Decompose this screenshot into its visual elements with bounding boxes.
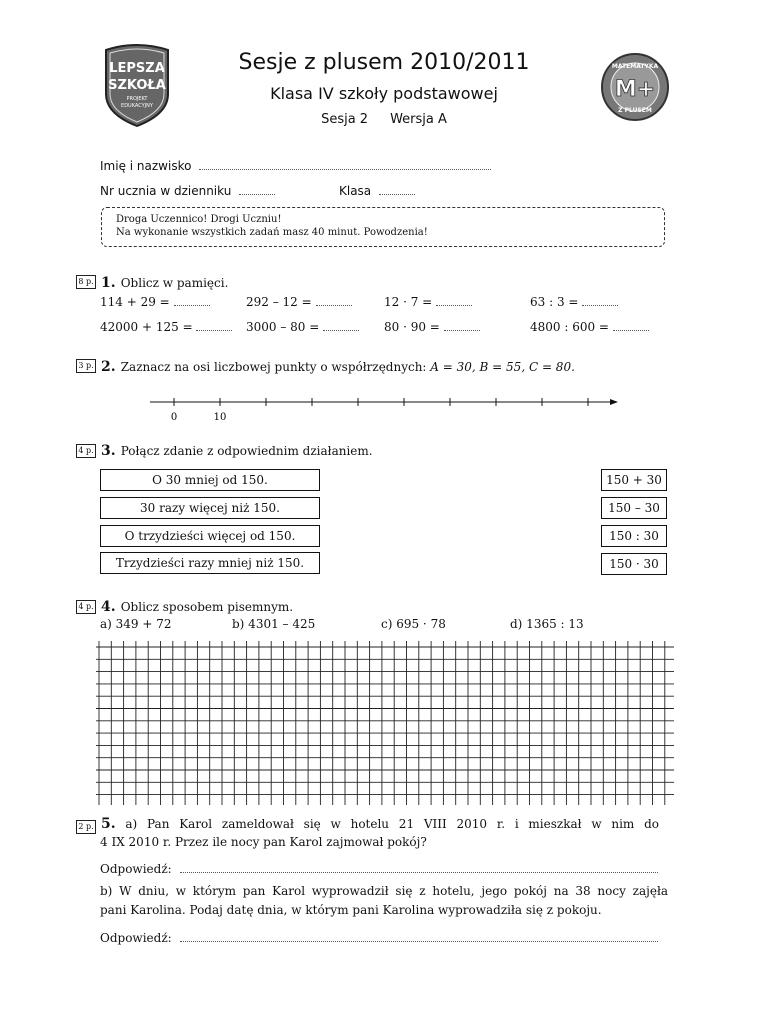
class-label: Klasa <box>339 184 372 198</box>
q3-expression-3[interactable]: 150 : 30 <box>601 525 667 547</box>
q5-answer-b-label: Odpowiedź: <box>100 931 172 945</box>
q3-heading <box>101 440 373 459</box>
q4-text: Oblicz sposobem pisemnym. <box>120 600 294 614</box>
page-title: Sesje z plusem 2010/2011 <box>238 50 530 75</box>
q5-part-a-text-1: a) Pan Karol zameldował się w hotelu 21 VIII 2010 r. i mieszkał w nim do <box>125 817 659 831</box>
logo-left-line2: SZKOŁA <box>108 78 166 93</box>
session-label: Sesja 2 <box>321 112 369 127</box>
q3-phrase-4[interactable]: Trzydzieści razy mniej niż 150. <box>100 552 320 574</box>
q5-number: 5. <box>101 816 116 832</box>
q5-answer-b-line[interactable] <box>180 940 658 942</box>
q3-number: 3. <box>101 443 116 459</box>
q1-item-8-text: 4800 : 600 = <box>530 320 613 334</box>
q5-part-b-line-2: pani Karolina. Podaj datę dnia, w którym pani Karolina wyprowadziła się z pokoju. <box>100 903 602 917</box>
q1-answer-4[interactable] <box>582 304 618 306</box>
q1-item-8 <box>530 320 649 334</box>
q1-answer-3[interactable] <box>436 304 472 306</box>
q1-answer-2[interactable] <box>316 304 352 306</box>
q3-phrase-2[interactable]: 30 razy więcej niż 150. <box>100 497 320 519</box>
q1-item-4 <box>530 295 618 309</box>
q1-answer-7[interactable] <box>444 329 480 331</box>
q1-number: 1. <box>101 275 116 291</box>
q1-answer-1[interactable] <box>174 304 210 306</box>
q1-item-7-text: 80 · 90 = <box>384 320 444 334</box>
class-input-line[interactable] <box>379 193 415 195</box>
student-number-input-line[interactable] <box>239 193 275 195</box>
q4-item-d: d) 1365 : 13 <box>510 617 584 631</box>
q1-item-7 <box>384 320 480 334</box>
q1-item-6 <box>246 320 359 334</box>
logo-right-bottom: Z PLUSEM <box>618 107 652 114</box>
q2-points-box: 3 p. <box>76 359 96 373</box>
q3-expression-2[interactable]: 150 – 30 <box>601 497 667 519</box>
version-label: Wersja A <box>390 112 447 127</box>
q1-answer-8[interactable] <box>613 329 649 331</box>
class-field <box>339 184 415 198</box>
q4-item-a: a) 349 + 72 <box>100 617 172 631</box>
q5-part-a-line-1 <box>101 816 659 832</box>
q5-points-box: 2 p. <box>76 820 96 834</box>
q1-item-5 <box>100 320 232 334</box>
q4-heading <box>101 596 293 615</box>
q1-item-5-text: 42000 + 125 = <box>100 320 197 334</box>
q1-text: Oblicz w pamięci. <box>120 276 229 290</box>
student-number-field <box>100 184 275 198</box>
notice-line-2: Na wykonanie wszystkich zadań masz 40 minut. Powodzenia! <box>116 227 428 238</box>
q5-answer-b <box>100 931 658 945</box>
q2-text: Zaznacz na osi liczbowej punkty o współrzędnych: <box>120 360 431 374</box>
student-number-label: Nr ucznia w dzienniku <box>100 184 232 198</box>
q1-heading <box>101 272 228 291</box>
q1-item-2 <box>246 295 352 309</box>
q5-answer-a <box>100 862 658 876</box>
instruction-box <box>101 207 665 247</box>
q3-expression-4[interactable]: 150 · 30 <box>601 553 667 575</box>
name-label: Imię i nazwisko <box>100 159 192 173</box>
q1-item-1 <box>100 295 210 309</box>
q1-item-2-text: 292 – 12 = <box>246 295 316 309</box>
q1-item-3-text: 12 · 7 = <box>384 295 437 309</box>
q3-phrase-3[interactable]: O trzydzieści więcej od 150. <box>100 525 320 547</box>
q2-coords: A = 30, B = 55, C = 80. <box>430 360 575 374</box>
q5-answer-a-line[interactable] <box>180 871 658 873</box>
q2-heading <box>101 356 575 375</box>
logo-left-line3: PROJEKT <box>126 96 148 102</box>
q5-part-b-line-1: b) W dniu, w którym pan Karol wyprowadził się z hotelu, jego pokój na 38 nocy zajęła <box>100 884 668 898</box>
q4-number: 4. <box>101 599 116 615</box>
q1-item-4-text: 63 : 3 = <box>530 295 583 309</box>
logo-left-line1: LEPSZA <box>109 61 165 76</box>
q1-item-3 <box>384 295 472 309</box>
name-field <box>100 159 491 173</box>
q1-item-6-text: 3000 – 80 = <box>246 320 324 334</box>
q2-number: 2. <box>101 359 116 375</box>
q1-item-1-text: 114 + 29 = <box>100 295 174 309</box>
q4-points-box: 4 p. <box>76 600 96 614</box>
notice-line-1: Droga Uczennico! Drogi Uczniu! <box>116 214 282 225</box>
calculation-grid[interactable] <box>96 641 674 805</box>
q3-text: Połącz zdanie z odpowiednim działaniem. <box>120 444 373 458</box>
logo-right-top: MATEMATYKA <box>611 63 659 70</box>
q3-points-box: 4 p. <box>76 444 96 458</box>
axis-label-0: 0 <box>170 412 178 423</box>
matematyka-z-plusem-logo <box>600 52 670 122</box>
logo-left-line4: EDUKACYJNY <box>121 103 153 109</box>
q4-item-c: c) 695 · 78 <box>381 617 446 631</box>
axis-label-10: 10 <box>213 412 227 423</box>
name-input-line[interactable] <box>199 168 491 170</box>
q1-points-box: 8 p. <box>76 275 96 289</box>
logo-right-center: M+ <box>614 77 656 102</box>
page-subtitle: Klasa IV szkoły podstawowej <box>270 84 498 103</box>
q1-answer-6[interactable] <box>323 329 359 331</box>
number-line[interactable] <box>140 392 630 428</box>
number-line-arrow-icon <box>610 399 618 405</box>
q4-item-b: b) 4301 – 425 <box>232 617 316 631</box>
q3-phrase-1[interactable]: O 30 mniej od 150. <box>100 469 320 491</box>
q5-part-a-line-2: 4 IX 2010 r. Przez ile nocy pan Karol zajmował pokój? <box>100 835 427 849</box>
q5-answer-a-label: Odpowiedź: <box>100 862 172 876</box>
q3-expression-1[interactable]: 150 + 30 <box>601 469 667 491</box>
q1-answer-5[interactable] <box>196 329 232 331</box>
